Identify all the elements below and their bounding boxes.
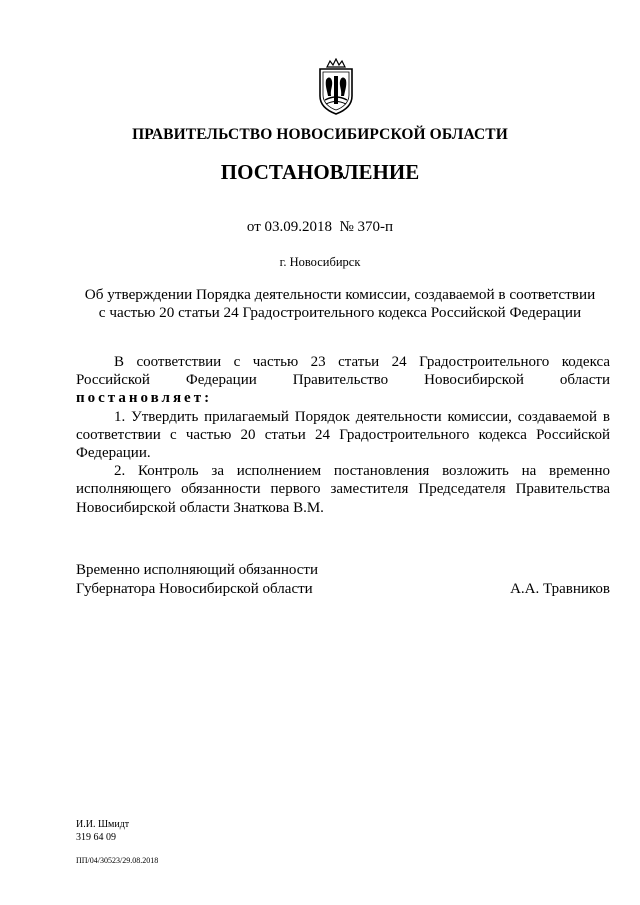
item-2: 2. Контроль за исполнением постановления возложить на временно исполняющего обязанности первого заместителя Председателя Правительства Новосибирской области Знаткова В.М. (76, 463, 610, 516)
government-title: ПРАВИТЕЛЬСТВО НОВОСИБИРСКОЙ ОБЛАСТИ (132, 126, 508, 143)
item-1: 1. Утвердить прилагаемый Порядок деятельности комиссии, создаваемой в соответствии с частью 20 статьи 24 Градостроительного кодекса Российской Федерации. (76, 408, 610, 462)
executor-phone: 319 64 09 (76, 832, 116, 843)
subject-line: с частью 20 статьи 24 Градостроительного кодекса Российской Федерации (98, 304, 582, 321)
document-city: г. Новосибирск (279, 255, 361, 269)
document-type: ПОСТАНОВЛЕНИЕ (220, 160, 420, 184)
signer-title-line: Губернатора Новосибирской области (76, 581, 313, 597)
executor-name: И.И. Шмидт (76, 819, 130, 830)
preamble-text: В соответствии с частью 23 статьи 24 Градостроительного кодекса Российской Федерации Правительство Новосибирской области (76, 354, 610, 389)
document-date-number: от 03.09.2018 № 370-п (246, 219, 394, 235)
signer-title-line: Временно исполняющий обязанности (76, 562, 319, 578)
coat-of-arms-icon (314, 58, 358, 116)
subject-line: Об утверждении Порядка деятельности комиссии, создаваемой в соответствии (84, 286, 596, 303)
executor-info (76, 818, 129, 844)
signer-name: А.А. Травников (510, 581, 610, 597)
signature-block (76, 561, 610, 599)
document-body (76, 353, 610, 517)
document-code: ПП/04/30523/29.08.2018 (76, 856, 159, 865)
document-subject (70, 286, 610, 322)
preamble-paragraph (76, 353, 610, 408)
decree-word: постановляет: (76, 390, 213, 407)
